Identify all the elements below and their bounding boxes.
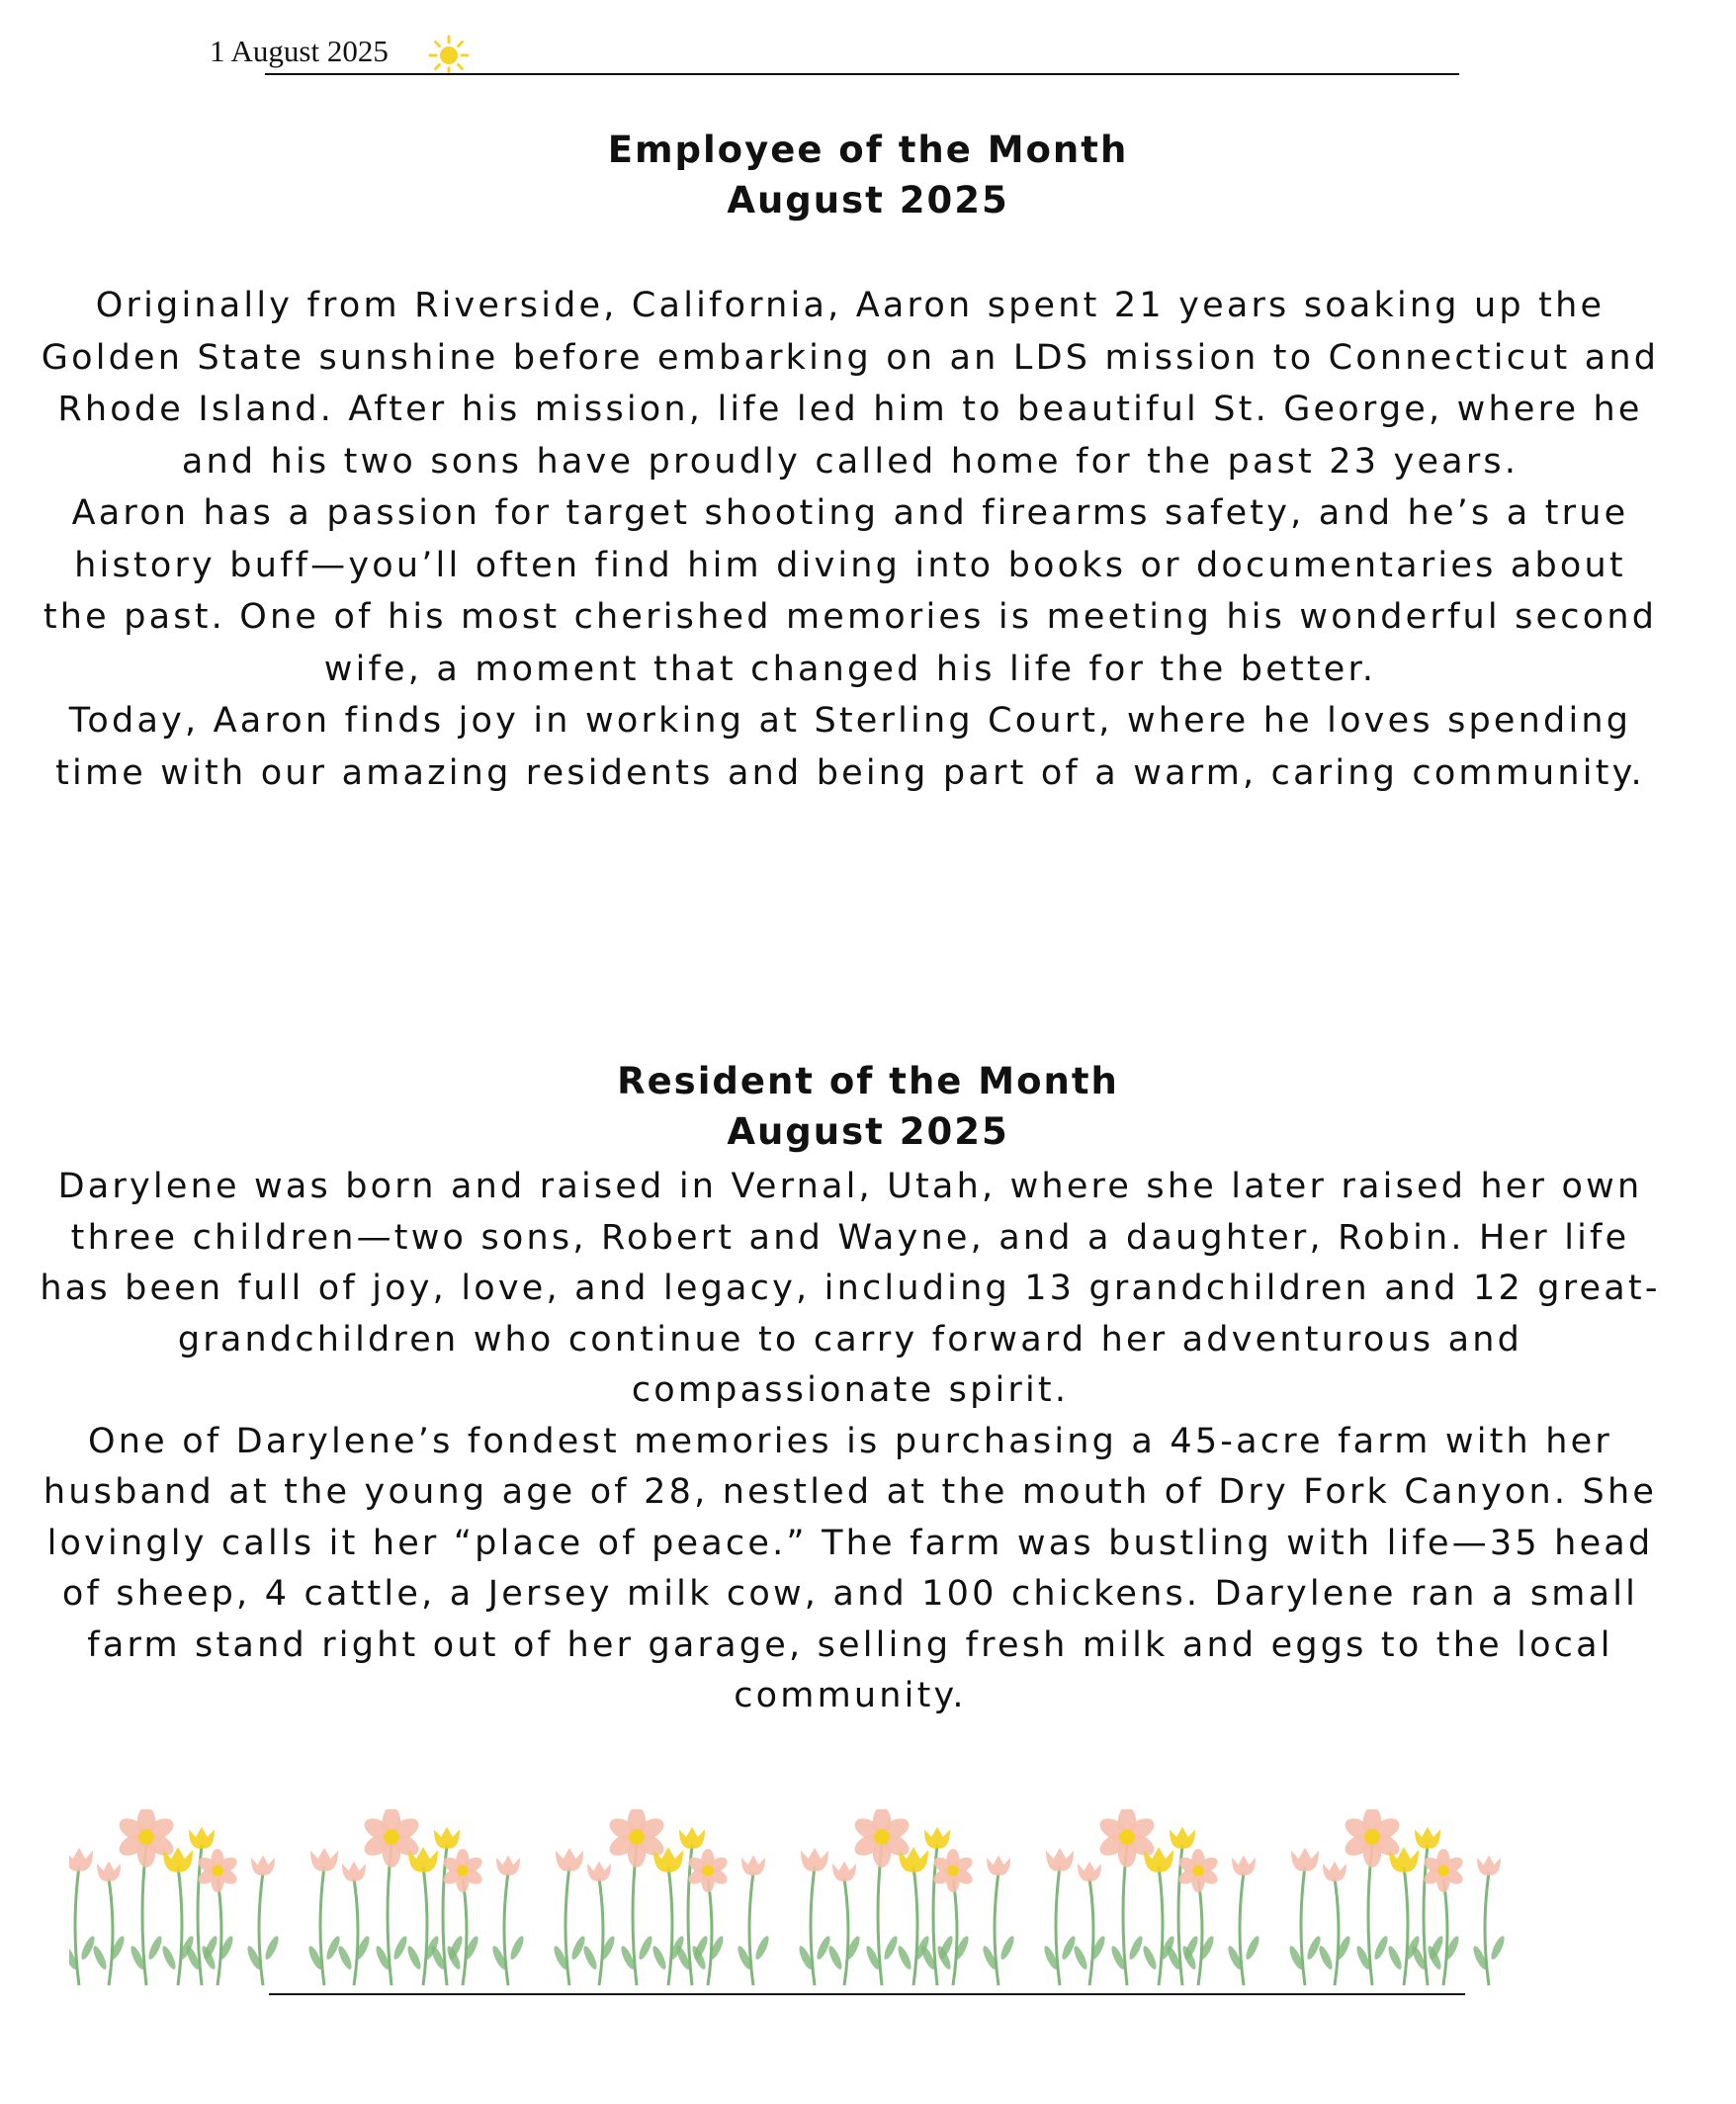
tulip-icon [496,1855,520,1875]
employee-bio [40,280,1661,799]
employee-paragraph: Today, Aaron finds joy in working at Sterling Court, where he loves spending time with our amazing residents and being part of a warm, caring community. [55,701,1645,793]
tulip-icon [1415,1827,1440,1849]
footer-divider [269,1993,1465,1995]
tulip-icon [1046,1848,1074,1872]
header-date: 1 August 2025 [210,34,389,68]
tulip-icon [251,1855,275,1875]
employee-paragraph: Aaron has a passion for target shooting and firearms safety, and he’s a true history buff—you’ll often find him diving into books or documentaries about the past. One of his most cherished memories is meeting his wonderful second wife, a moment that changed his life for the better. [43,493,1658,689]
sun-icon [427,34,471,77]
tulip-icon [434,1827,460,1849]
tulip-icon [1477,1855,1501,1875]
resident-heading [0,1056,1736,1157]
employee-month: August 2025 [727,179,1009,221]
tulip-icon [987,1855,1010,1875]
tulip-icon [97,1861,121,1881]
tulip-icon [342,1861,366,1881]
tulip-icon [1232,1855,1256,1875]
resident-paragraph: One of Darylene’s fondest memories is purchasing a 45-acre farm with her husband at the young age of 28, nestled at the mouth of Dry Fork Canyon. She lovingly calls it her “place of peace.” The farm was bustling with life—35 head of sheep, 4 cattle, a Jersey milk cow, and 100 chickens. Darylene ran a small farm stand right out of her garage, selling fresh milk and eggs to the local community. [43,1421,1658,1715]
tulip-icon [1170,1827,1195,1849]
tulip-icon [924,1827,950,1849]
tulip-icon [310,1848,338,1872]
employee-heading [0,125,1736,225]
tulip-icon [189,1827,215,1849]
tulip-icon [1291,1848,1319,1872]
tulip-icon [832,1861,856,1881]
resident-bio [40,1162,1661,1722]
header-divider [265,73,1459,75]
tulip-icon [801,1848,828,1872]
resident-title: Resident of the Month [617,1060,1119,1102]
tulip-icon [679,1827,705,1849]
flower-border-icon [69,1809,1572,1993]
employee-paragraph: Originally from Riverside, California, Aaron spent 21 years soaking up the Golden State sunshine before embarking on an LDS mission to Connecticut and Rhode Island. After his mission, life led him to beautiful St. George, where he and his two sons have proudly called home for the past 23 years. [41,286,1660,482]
tulip-icon [69,1848,93,1872]
tulip-icon [556,1848,583,1872]
tulip-icon [587,1861,611,1881]
tulip-icon [741,1855,765,1875]
tulip-icon [1323,1861,1346,1881]
resident-month: August 2025 [727,1110,1009,1153]
tulip-icon [1078,1861,1101,1881]
resident-paragraph: Darylene was born and raised in Vernal, Utah, where she later raised her own three children—two sons, Robert and Wayne, and a daughter, Robin. Her life has been full of joy, love, and legacy, including 13 grandchildren and 12 great-grandchildren who continue to carry forward her adventurous and compassionate spirit. [40,1167,1661,1410]
employee-title: Employee of the Month [607,129,1129,171]
